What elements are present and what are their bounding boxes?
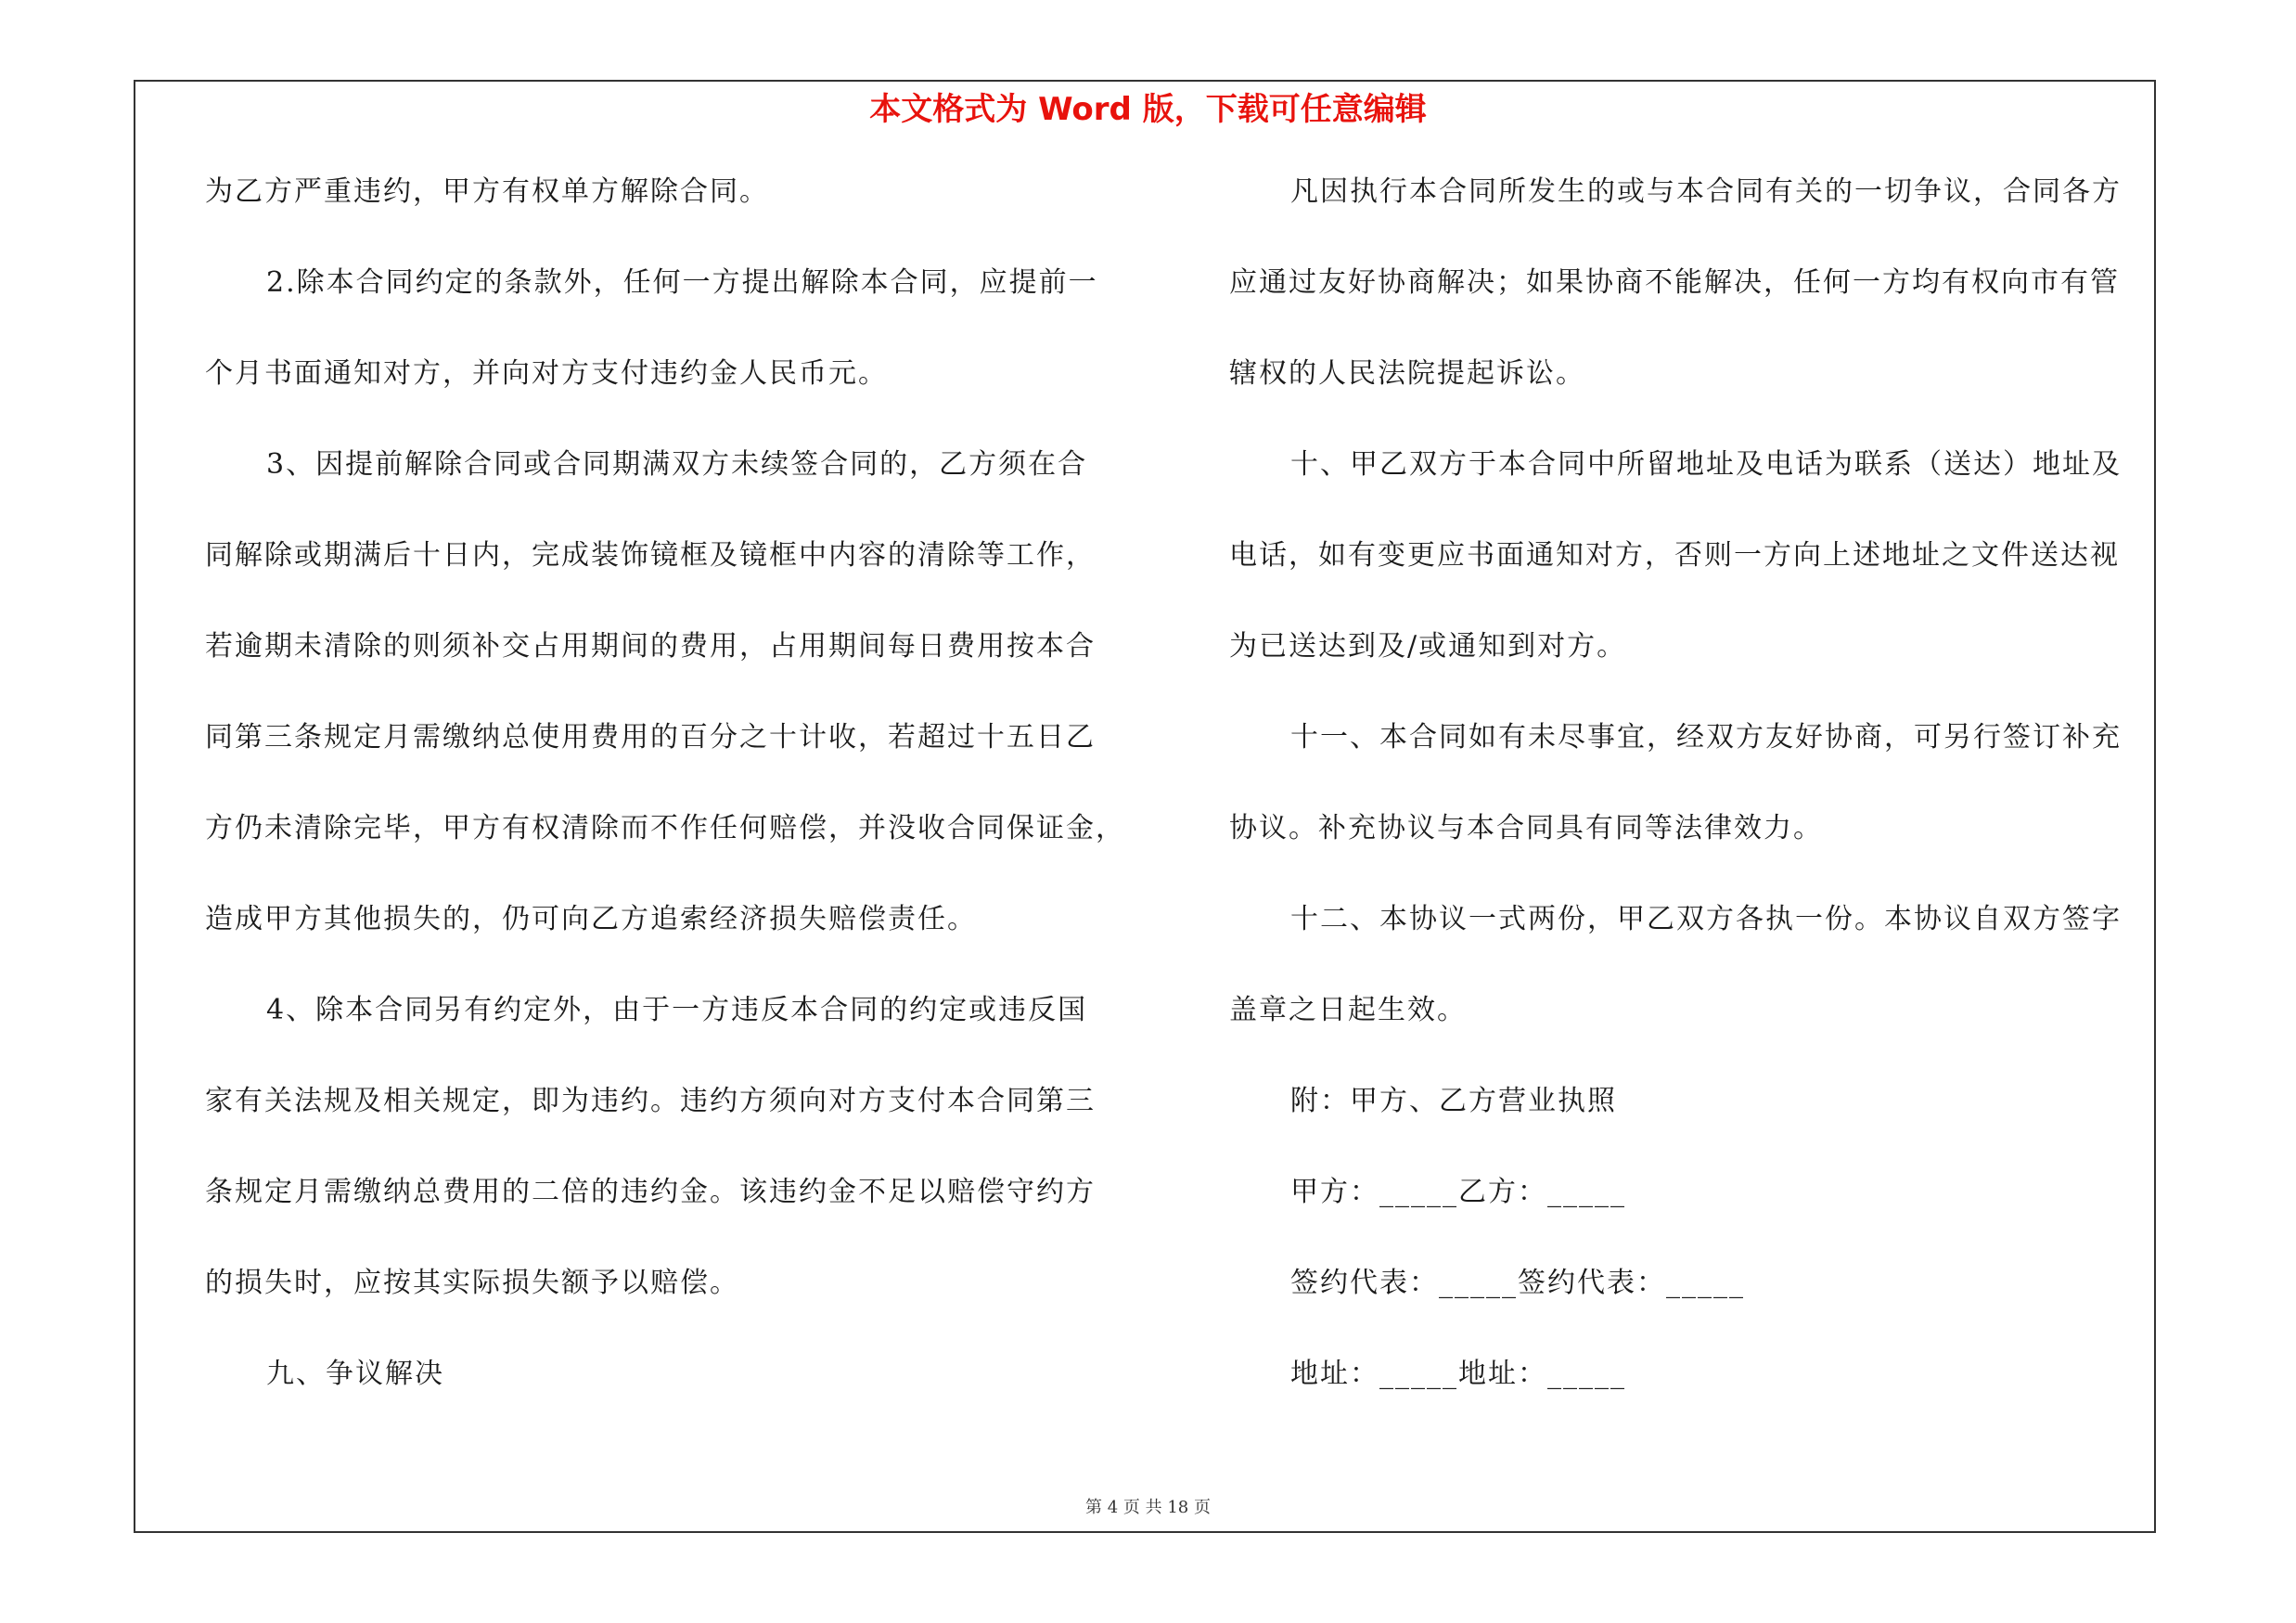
text-line: 的损失时，应按其实际损失额予以赔偿。 [205, 1267, 739, 1299]
paragraph [1229, 896, 2157, 1033]
text-line: 为已送达到及/或通知到对方。 [1229, 630, 1627, 663]
right-column [1229, 169, 2157, 1442]
paragraph [1229, 1351, 2157, 1397]
text-line: 十一、本合同如有未尽事宜，经双方友好协商，可另行签订补充 [1290, 721, 2122, 754]
paragraph [205, 260, 1133, 396]
paragraph [1229, 715, 2157, 851]
text-line: 为乙方严重违约，甲方有权单方解除合同。 [205, 175, 769, 208]
text-line: 2.除本合同约定的条款外，任何一方提出解除本合同，应提前一 [266, 266, 1098, 299]
text-line: 凡因执行本合同所发生的或与本合同有关的一切争议，合同各方 [1290, 175, 2122, 208]
page-number: 第 4 页 共 18 页 [1085, 1498, 1211, 1517]
text-line: 地址：_____地址：_____ [1290, 1358, 1626, 1390]
paragraph [1229, 1169, 2157, 1215]
paragraph [205, 987, 1133, 1306]
text-line: 条规定月需缴纳总费用的二倍的违约金。该违约金不足以赔偿守约方 [205, 1176, 1096, 1208]
text-line: 家有关法规及相关规定，即为违约。违约方须向对方支付本合同第三 [205, 1085, 1096, 1117]
text-line: 造成甲方其他损失的，仍可向乙方追索经济损失赔偿责任。 [205, 903, 977, 935]
text-line: 同解除或期满后十日内，完成装饰镜框及镜框中内容的清除等工作， [205, 539, 1096, 572]
text-line: 同第三条规定月需缴纳总使用费用的百分之十计收，若超过十五日乙 [205, 721, 1096, 754]
paragraph [205, 442, 1133, 942]
text-line: 盖章之日起生效。 [1229, 994, 1467, 1026]
paragraph [1229, 1078, 2157, 1124]
text-line: 九、争议解决 [266, 1358, 444, 1390]
text-line: 4、除本合同另有约定外，由于一方违反本合同的约定或违反国 [266, 994, 1088, 1026]
text-line: 应通过友好协商解决；如果协商不能解决，任何一方均有权向市有管 [1229, 266, 2120, 299]
text-line: 十、甲乙双方于本合同中所留地址及电话为联系（送达）地址及 [1290, 448, 2122, 481]
text-line: 3、因提前解除合同或合同期满双方未续签合同的，乙方须在合 [266, 448, 1088, 481]
paragraph [1229, 442, 2157, 669]
left-column [205, 169, 1133, 1442]
text-line: 十二、本协议一式两份，甲乙双方各执一份。本协议自双方签字 [1290, 903, 2122, 935]
text-line: 电话，如有变更应书面通知对方，否则一方向上述地址之文件送达视 [1229, 539, 2120, 572]
paragraph [205, 169, 1133, 214]
text-line: 个月书面通知对方，并向对方支付违约金人民币元。 [205, 357, 888, 390]
paragraph [205, 1351, 1133, 1397]
text-line: 若逾期未清除的则须补交占用期间的费用，占用期间每日费用按本合 [205, 630, 1096, 663]
text-line: 方仍未清除完毕，甲方有权清除而不作任何赔偿，并没收合同保证金， [205, 812, 1125, 844]
text-line: 协议。补充协议与本合同具有同等法律效力。 [1229, 812, 1823, 844]
paragraph [1229, 1260, 2157, 1306]
text-line: 签约代表：_____签约代表：_____ [1290, 1267, 1745, 1299]
text-line: 辖权的人民法院提起诉讼。 [1229, 357, 1585, 390]
text-line: 附：甲方、乙方营业执照 [1290, 1085, 1617, 1117]
paragraph [1229, 169, 2157, 396]
word-format-banner: 本文格式为 Word 版，下载可任意编辑 [869, 91, 1427, 128]
text-line: 甲方：_____乙方：_____ [1290, 1176, 1626, 1208]
